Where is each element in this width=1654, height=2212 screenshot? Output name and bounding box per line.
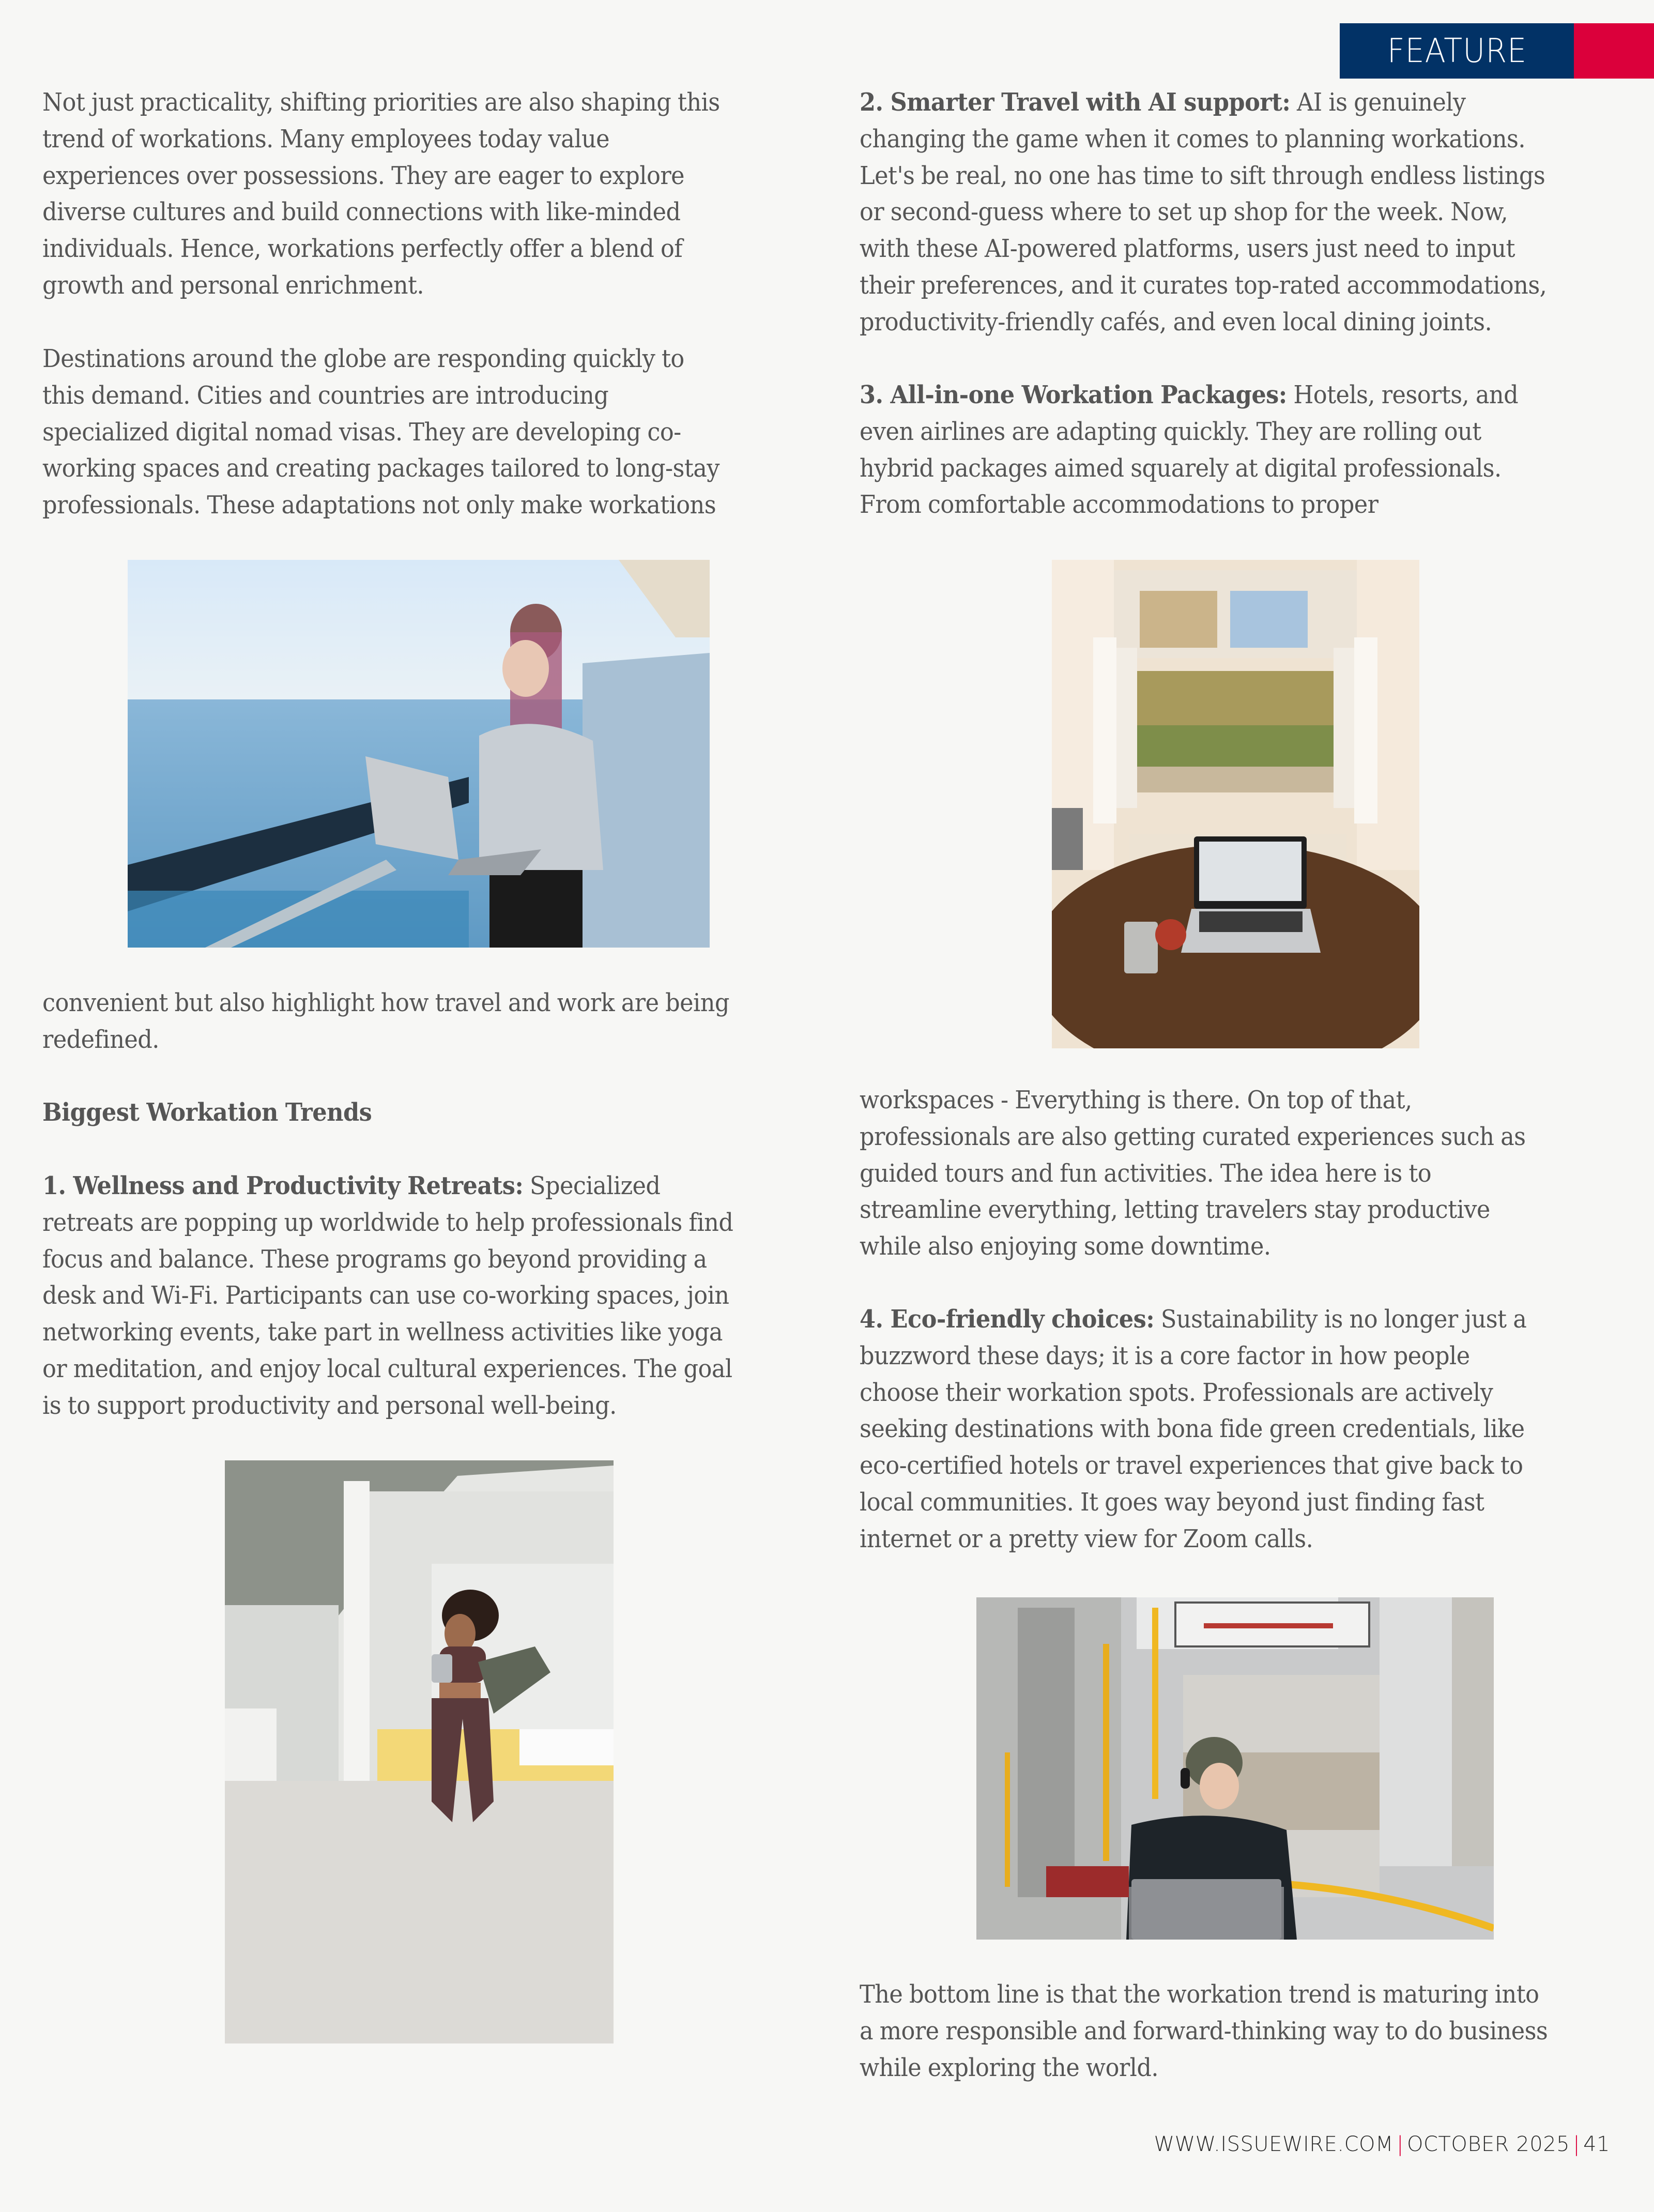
text-line: The bottom line is that the workation trend is maturing into <box>860 1980 1539 2009</box>
text-line: even airlines are adapting quickly. They are rolling out <box>860 417 1481 446</box>
text-line: growth and personal enrichment. <box>42 270 424 300</box>
text-line: individuals. Hence, workations perfectly offer a blend of <box>42 234 683 264</box>
trend-3-workation-packages <box>860 377 1568 523</box>
text-line: changing the game when it comes to planning workations. <box>860 124 1526 154</box>
text-line: local communities. It goes way beyond just finding fast <box>860 1487 1484 1517</box>
text-line: working spaces and creating packages tailored to long-stay <box>42 454 719 483</box>
footer-separator: | <box>1573 2132 1581 2156</box>
text-line <box>860 84 1546 121</box>
page-number: 41 <box>1583 2132 1610 2156</box>
paragraph-destinations <box>42 341 771 524</box>
paragraph-conclusion <box>860 1976 1600 2086</box>
text-line: retreats are popping up worldwide to help professionals find <box>42 1208 733 1237</box>
text-line: redefined. <box>42 1025 159 1054</box>
text-line: or meditation, and enjoy local cultural experiences. The goal <box>42 1354 732 1383</box>
trend-3-workation-packages-continued <box>860 1082 1575 1265</box>
photo-man-laptop-tram <box>976 1597 1494 1940</box>
text-line: From comfortable accommodations to proper <box>860 490 1379 520</box>
trend-title: 3. All-in-one Workation Packages: <box>860 380 1287 409</box>
text-line: Destinations around the globe are responding quickly to <box>42 344 684 373</box>
text-fragment: Sustainability is no longer just a <box>1154 1305 1527 1334</box>
text-line: convenient but also highlight how travel and work are being <box>42 988 729 1017</box>
text-line <box>860 1301 1526 1338</box>
text-line: or second-guess where to set up shop for the week. Now, <box>860 197 1508 227</box>
text-line: is to support productivity and personal well-being. <box>42 1391 617 1420</box>
text-line: networking events, take part in wellness activities like yoga <box>42 1318 723 1347</box>
trend-title: 2. Smarter Travel with AI support: <box>860 88 1291 117</box>
text-line: desk and Wi-Fi. Participants can use co-working spaces, join <box>42 1281 729 1310</box>
photo-woman-yoga-mat <box>225 1460 614 2043</box>
photo-laptop-open-window <box>1052 560 1419 1048</box>
text-line: a more responsible and forward-thinking way to do business <box>860 2016 1548 2046</box>
text-line: specialized digital nomad visas. They are developing co- <box>42 417 681 447</box>
text-line: diverse cultures and build connections with like-minded <box>42 197 681 227</box>
text-line: their preferences, and it curates top-rated accommodations, <box>860 270 1547 300</box>
text-line <box>42 1168 733 1204</box>
text-line: while exploring the world. <box>860 2053 1159 2082</box>
text-line <box>860 377 1518 414</box>
text-line: eco-certified hotels or travel experiences that give back to <box>860 1451 1523 1481</box>
heading-text: Biggest Workation Trends <box>42 1098 372 1127</box>
banner-accent <box>1574 23 1654 79</box>
text-line: Let's be real, no one has time to sift through endless listings <box>860 161 1545 190</box>
section-label: FEATURE <box>1387 32 1527 70</box>
text-line: professionals. These adaptations not only make workations <box>42 491 716 520</box>
trend-4-eco-friendly <box>860 1301 1576 1558</box>
trend-1-wellness-retreats <box>42 1168 785 1424</box>
text-line: guided tours and fun activities. The idea here is to <box>860 1158 1432 1188</box>
text-fragment: Hotels, resorts, and <box>1287 380 1519 409</box>
text-line: Not just practicality, shifting priorities are also shaping this <box>42 88 720 117</box>
footer-separator: | <box>1397 2132 1404 2156</box>
photo-woman-laptop-balcony <box>128 560 710 948</box>
trend-title: 4. Eco-friendly choices: <box>860 1305 1155 1334</box>
text-fragment: AI is genuinely <box>1290 88 1466 117</box>
issue-date: OCTOBER 2025 <box>1407 2132 1570 2156</box>
text-line: productivity-friendly cafés, and even local dining joints. <box>860 307 1492 337</box>
paragraph-destinations-continued <box>42 985 781 1058</box>
text-line: workspaces - Everything is there. On top of that, <box>860 1086 1412 1115</box>
text-line: internet or a pretty view for Zoom calls. <box>860 1524 1313 1553</box>
trend-title: 1. Wellness and Productivity Retreats: <box>42 1171 524 1200</box>
text-line: focus and balance. These programs go beyond providing a <box>42 1244 707 1274</box>
text-line: choose their workation spots. Professionals are actively <box>860 1378 1493 1407</box>
paragraph-priorities <box>42 84 771 304</box>
trend-2-ai-travel <box>860 84 1598 341</box>
text-line: streamline everything, letting travelers stay productive <box>860 1195 1490 1225</box>
section-banner <box>1340 23 1574 79</box>
text-fragment: Specialized <box>523 1171 661 1200</box>
website-link[interactable]: WWW.ISSUEWIRE.COM <box>1154 2132 1394 2156</box>
text-line: professionals are also getting curated experiences such as <box>860 1122 1526 1151</box>
text-line: while also enjoying some downtime. <box>860 1232 1271 1261</box>
text-line: hybrid packages aimed squarely at digital professionals. <box>860 453 1502 483</box>
page-footer <box>1154 2132 1610 2156</box>
text-line: trend of workations. Many employees today value <box>42 124 610 154</box>
text-line: seeking destinations with bona fide green credentials, like <box>860 1414 1525 1444</box>
text-line: buzzword these days; it is a core factor in how people <box>860 1341 1470 1370</box>
section-heading <box>42 1094 396 1131</box>
text-line: with these AI-powered platforms, users just need to input <box>860 234 1515 264</box>
text-line: experiences over possessions. They are eager to explore <box>42 161 684 190</box>
text-line: this demand. Cities and countries are introducing <box>42 380 609 410</box>
